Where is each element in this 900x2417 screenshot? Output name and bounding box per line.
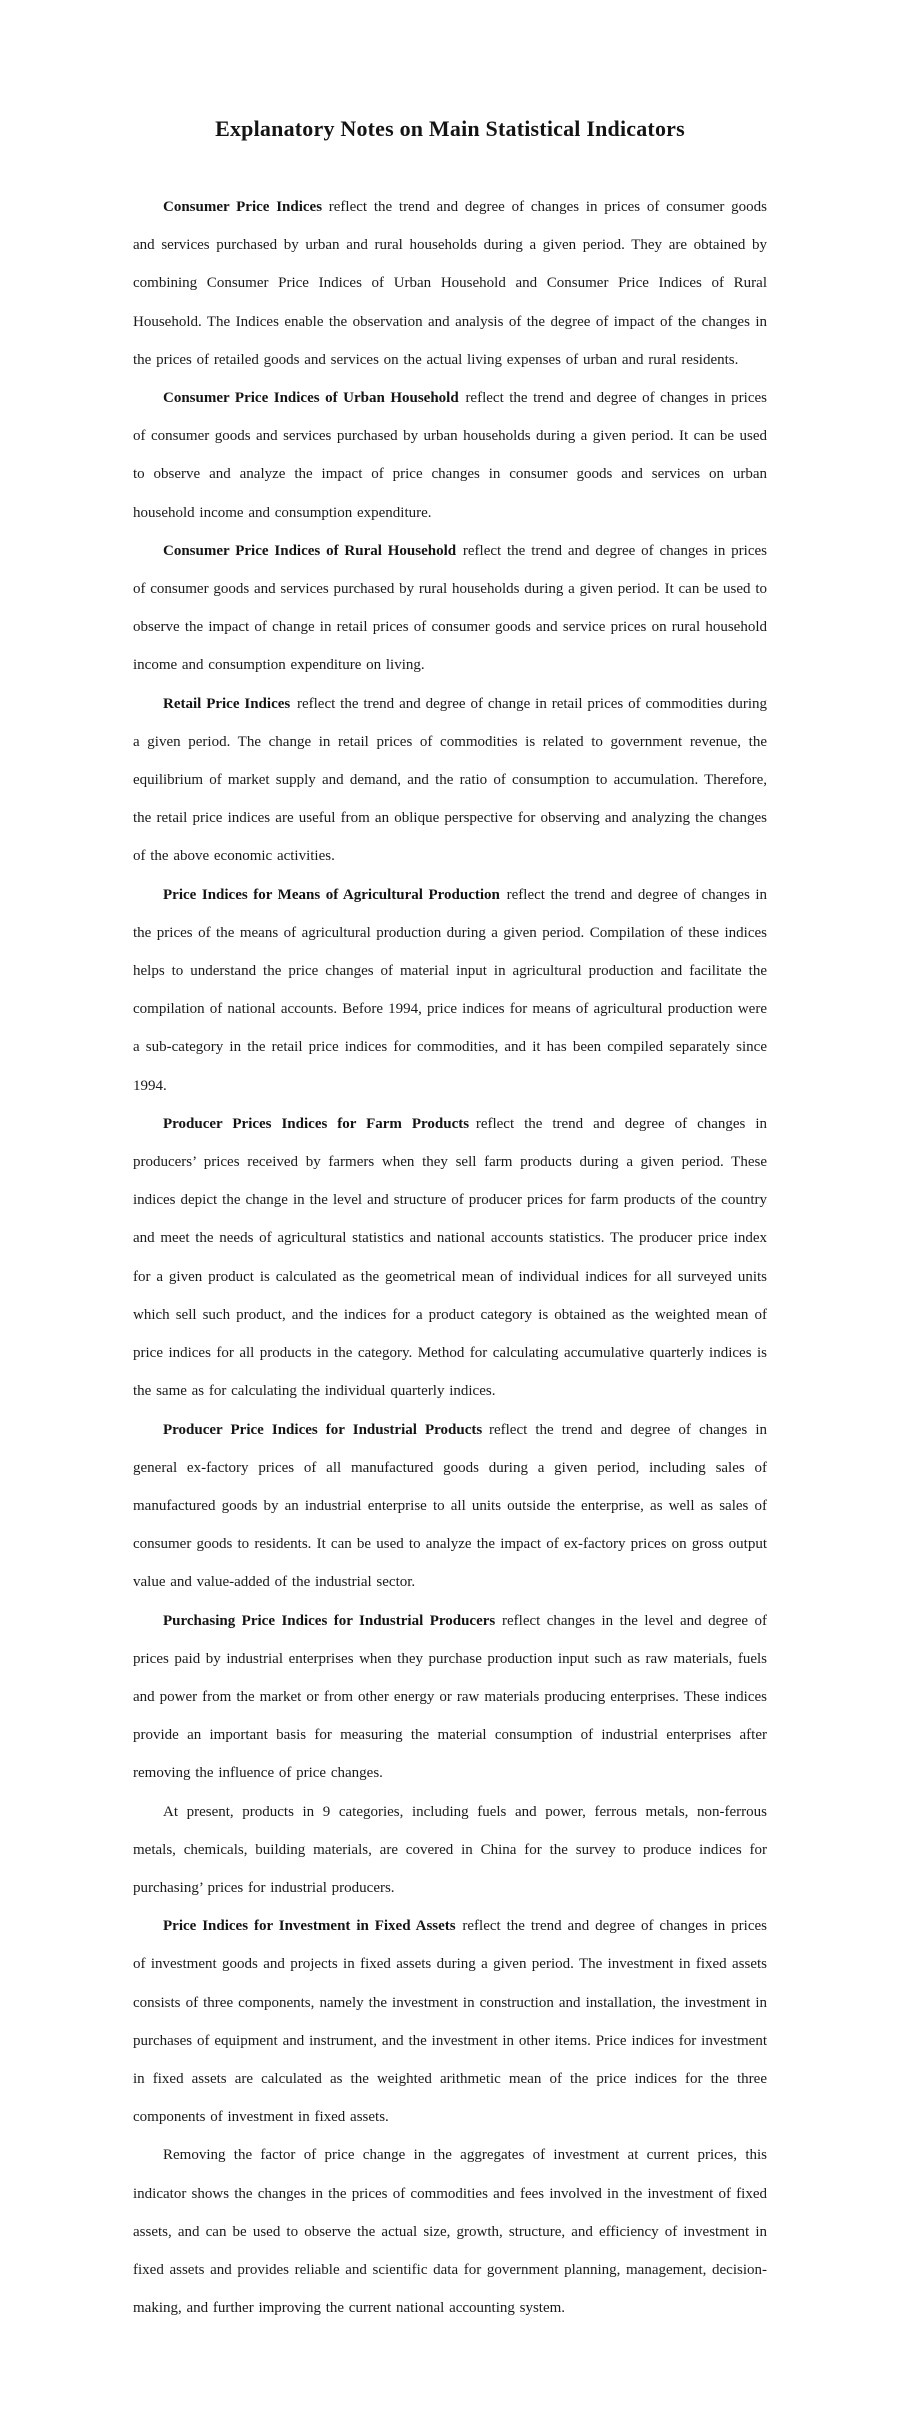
indicator-term: Producer Prices Indices for Farm Products	[163, 1115, 470, 1132]
paragraph: Purchasing Price Indices for Industrial Producers reflect changes in the level and degree of prices paid by industrial enterprises when they purchase production input such as raw materials, fuels and power from the market or from other energy or raw materials producing enterprises. These indices provide an important basis for measuring the material consumption of industrial enterprises after removing the influence of price changes.	[133, 1612, 768, 1782]
paragraph: Removing the factor of price change in the aggregates of investment at current prices, this indicator shows the changes in the prices of commodities and fees involved in the investment of fixed assets, and can be used to observe the actual size, growth, structure, and efficiency of investment in fixed assets and provides reliable and scientific data for government planning, management, decision-making, and further improving the current national accounting system.	[133, 2147, 767, 2317]
paragraph: Retail Price Indices reflect the trend and degree of change in retail prices of commodities during a given period. The change in retail prices of commodities is related to government revenue, the equilibrium of market supply and demand, and the ratio of consumption to accumulation. Therefore, the retail price indices are useful from an oblique perspective for observing and analyzing the changes of the above economic activities.	[133, 695, 768, 865]
document-body	[133, 188, 767, 2327]
paragraph: Producer Price Indices for Industrial Products reflect the trend and degree of changes in general ex-factory prices of all manufactured goods during a given period, including sales of manufactured goods by an industrial enterprise to all units outside the enterprise, as well as sales of consumer goods to residents. It can be used to analyze the impact of ex-factory prices on gross output value and value-added of the industrial sector.	[133, 1421, 767, 1591]
page-title: Explanatory Notes on Main Statistical Indicators	[215, 116, 685, 141]
indicator-term: Price Indices for Investment in Fixed Assets	[163, 1918, 456, 1935]
paragraph: Consumer Price Indices of Rural Household reflect the trend and degree of changes in prices of consumer goods and services purchased by rural households during a given period. It can be used to observe the impact of change in retail prices of consumer goods and service prices on rural household income and consumption expenditure on living.	[133, 542, 767, 674]
indicator-term: Consumer Price Indices	[163, 199, 323, 215]
indicator-term: Producer Price Indices for Industrial Products	[163, 1421, 483, 1438]
paragraph: Price Indices for Investment in Fixed Assets reflect the trend and degree of changes in prices of investment goods and projects in fixed assets during a given period. The investment in fixed assets consists of three components, namely the investment in construction and installation, the investment in purchases of equipment and instrument, and the investment in other items. Price indices for investment in fixed assets are calculated as the weighted arithmetic mean of the price indices for the three components of investment in fixed assets.	[133, 1918, 767, 2126]
indicator-term: Purchasing Price Indices for Industrial Producers	[163, 1612, 496, 1629]
indicator-term: Price Indices for Means of Agricultural Production	[163, 886, 500, 903]
paragraph: Price Indices for Means of Agricultural Production reflect the trend and degree of changes in the prices of the means of agricultural production during a given period. Compilation of these indices helps to understand the price changes of material input in agricultural production and facilitate the compilation of national accounts. Before 1994, price indices for means of agricultural production were a sub-category in the retail price indices for commodities, and it has been compiled separately since 1994.	[133, 886, 768, 1094]
indicator-term: Retail Price Indices	[163, 695, 291, 712]
paragraph: Consumer Price Indices of Urban Household reflect the trend and degree of changes in prices of consumer goods and services purchased by urban households during a given period. It can be used to observe and analyze the impact of price changes in consumer goods and services on urban household income and consumption expenditure.	[133, 390, 767, 521]
indicator-term: Consumer Price Indices of Rural Household	[163, 542, 457, 559]
paragraph: At present, products in 9 categories, including fuels and power, ferrous metals, non-ferrous metals, chemicals, building materials, are covered in China for the survey to produce indices for purchasing’ prices for industrial producers.	[133, 1803, 767, 1896]
paragraph: Producer Prices Indices for Farm Products reflect the trend and degree of changes in producers’ prices received by farmers when they sell farm products during a given period. These indices depict the change in the level and structure of producer prices for farm products of the country and meet the needs of agricultural statistics and national accounts statistics. The producer price index for a given product is calculated as the geometrical mean of individual indices for all surveyed units which sell such product, and the indices for a product category is obtained as the weighted mean of price indices for all products in the category. Method for calculating accumulative quarterly indices is the same as for calculating the individual quarterly indices.	[133, 1115, 767, 1400]
paragraph: Consumer Price Indices reflect the trend and degree of changes in prices of consumer goods and services purchased by urban and rural households during a given period. They are obtained by combining Consumer Price Indices of Urban Household and Consumer Price Indices of Rural Household. The Indices enable the observation and analysis of the degree of impact of the changes in the prices of retailed goods and services on the actual living expenses of urban and rural residents.	[133, 199, 767, 368]
indicator-term: Consumer Price Indices of Urban Household	[163, 390, 459, 407]
